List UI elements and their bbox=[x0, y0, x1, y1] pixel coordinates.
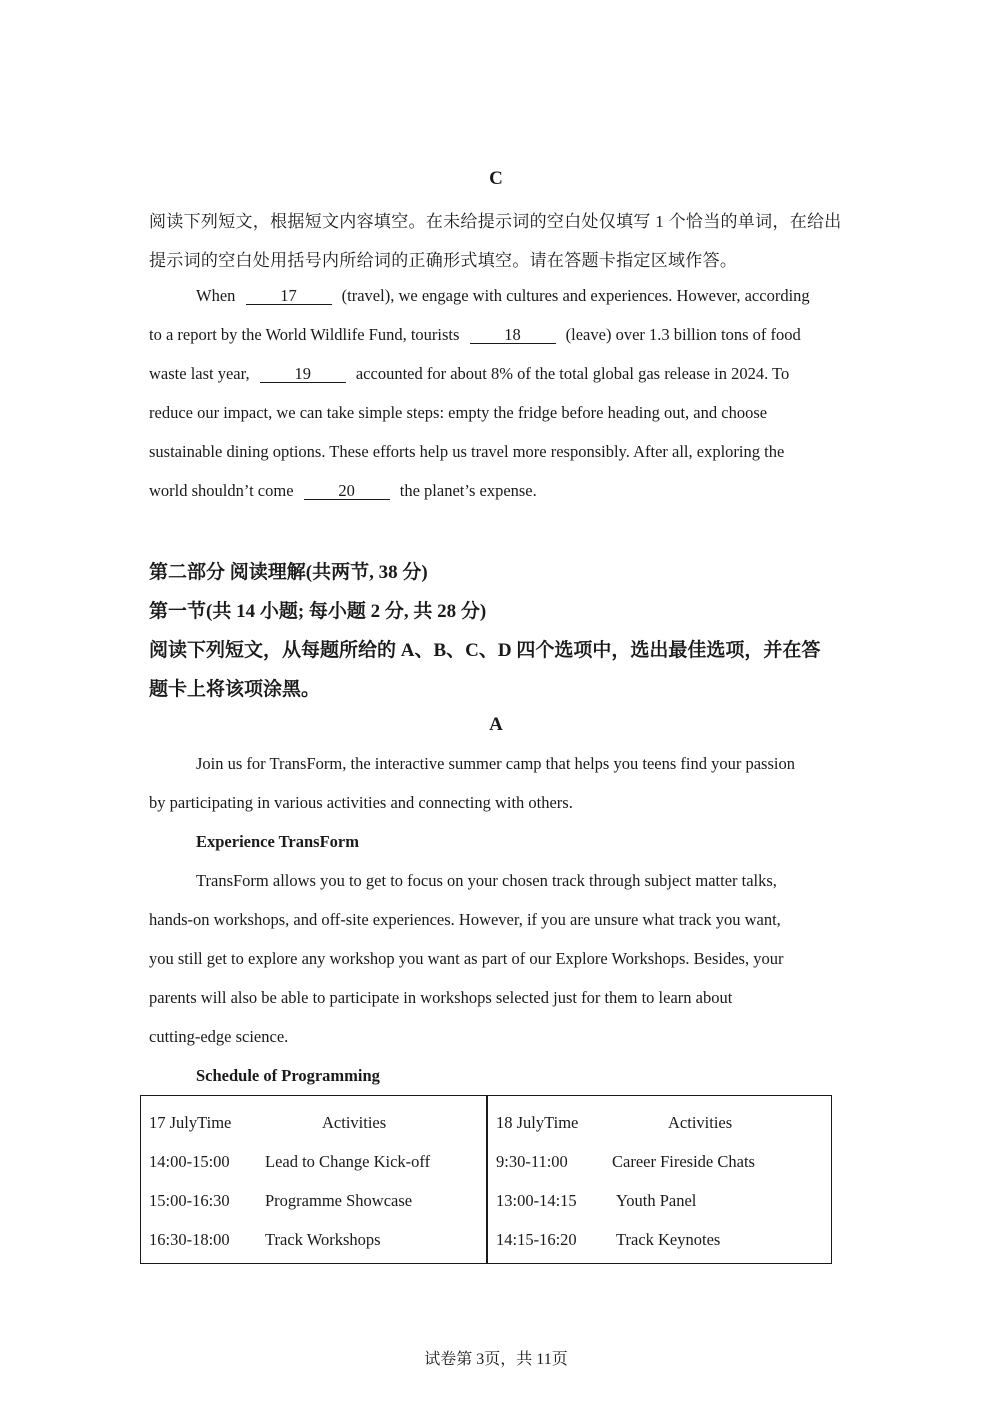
cloze-text: accounted for about 8% of the total global gas release in 2024. To bbox=[355, 364, 790, 383]
passage-a-para-5: cutting-edge science. bbox=[149, 1027, 289, 1046]
cloze-line-2 bbox=[149, 325, 801, 345]
section-c-letter: C bbox=[489, 168, 503, 189]
part2-instructions-1: 阅读下列短文，从每题所给的 A、B、C、D 四个选项中，选出最佳选项，并在答 bbox=[149, 640, 821, 661]
blank-19[interactable]: 19 bbox=[260, 365, 346, 383]
table-cell-time: 14:15-16:20 bbox=[496, 1230, 577, 1249]
table-cell-activity: Career Fireside Chats bbox=[612, 1152, 755, 1171]
passage-a-para-4: parents will also be able to participate in workshops selected just for them to learn about bbox=[149, 988, 733, 1007]
passage-a-para-3: you still get to explore any workshop you want as part of our Explore Workshops. Besides, your bbox=[149, 949, 784, 968]
blank-20[interactable]: 20 bbox=[304, 482, 390, 500]
table-cell-time: 14:00-15:00 bbox=[149, 1152, 230, 1171]
passage-a-intro-1: Join us for TransForm, the interactive summer camp that helps you teens find your passion bbox=[196, 754, 795, 773]
cloze-text: world shouldn’t come bbox=[149, 481, 294, 500]
passage-a-letter: A bbox=[489, 714, 503, 735]
table-cell-time: 9:30-11:00 bbox=[496, 1152, 568, 1171]
table-cell-activity: Lead to Change Kick-off bbox=[265, 1152, 431, 1171]
table-cell-activity: Youth Panel bbox=[616, 1191, 697, 1210]
table-cell-time: 13:00-14:15 bbox=[496, 1191, 577, 1210]
cloze-text: to a report by the World Wildlife Fund, tourists bbox=[149, 325, 460, 344]
cloze-line-1 bbox=[196, 286, 810, 306]
passage-a-para-1: TransForm allows you to get to focus on your chosen track through subject matter talks, bbox=[196, 871, 777, 890]
cloze-line-4: reduce our impact, we can take simple steps: empty the fridge before heading out, and choose bbox=[149, 403, 768, 422]
part2-heading: 第二部分 阅读理解(共两节, 38 分) bbox=[149, 562, 428, 583]
schedule-heading: Schedule of Programming bbox=[196, 1066, 380, 1085]
cloze-line-3 bbox=[149, 364, 789, 384]
cloze-text: (leave) over 1.3 billion tons of food bbox=[565, 325, 801, 344]
passage-a-para-2: hands-on workshops, and off-site experiences. However, if you are unsure what track you want, bbox=[149, 910, 781, 929]
cloze-line-5: sustainable dining options. These efforts help us travel more responsibly. After all, exploring the bbox=[149, 442, 785, 461]
experience-heading: Experience TransForm bbox=[196, 832, 359, 851]
part2-subheading: 第一节(共 14 小题; 每小题 2 分, 共 28 分) bbox=[149, 601, 487, 622]
left-time-header: 17 JulyTime bbox=[149, 1113, 232, 1132]
cloze-text: the planet’s expense. bbox=[399, 481, 537, 500]
section-c-instructions-1: 阅读下列短文，根据短文内容填空。在未给提示词的空白处仅填写 1 个恰当的单词，在给出 bbox=[149, 212, 842, 231]
passage-a-intro-2: by participating in various activities and connecting with others. bbox=[149, 793, 573, 812]
schedule-table bbox=[140, 1095, 832, 1264]
blank-17[interactable]: 17 bbox=[246, 287, 332, 305]
cloze-line-6 bbox=[149, 481, 537, 501]
cloze-text: waste last year, bbox=[149, 364, 250, 383]
table-divider bbox=[486, 1096, 488, 1263]
table-cell-time: 16:30-18:00 bbox=[149, 1230, 230, 1249]
table-cell-activity: Track Keynotes bbox=[616, 1230, 721, 1249]
section-c-instructions-2: 提示词的空白处用括号内所给词的正确形式填空。请在答题卡指定区域作答。 bbox=[149, 251, 738, 270]
table-cell-activity: Programme Showcase bbox=[265, 1191, 413, 1210]
cloze-text: (travel), we engage with cultures and experiences. However, according bbox=[341, 286, 810, 305]
table-cell-activity: Track Workshops bbox=[265, 1230, 381, 1249]
left-activities-header: Activities bbox=[322, 1113, 387, 1132]
blank-18[interactable]: 18 bbox=[470, 326, 556, 344]
table-cell-time: 15:00-16:30 bbox=[149, 1191, 230, 1210]
right-time-header: 18 JulyTime bbox=[496, 1113, 579, 1132]
right-activities-header: Activities bbox=[668, 1113, 733, 1132]
page-footer: 试卷第 3页，共 11页 bbox=[424, 1351, 568, 1368]
part2-instructions-2: 题卡上将该项涂黑。 bbox=[149, 679, 321, 700]
cloze-text: When bbox=[196, 286, 236, 305]
